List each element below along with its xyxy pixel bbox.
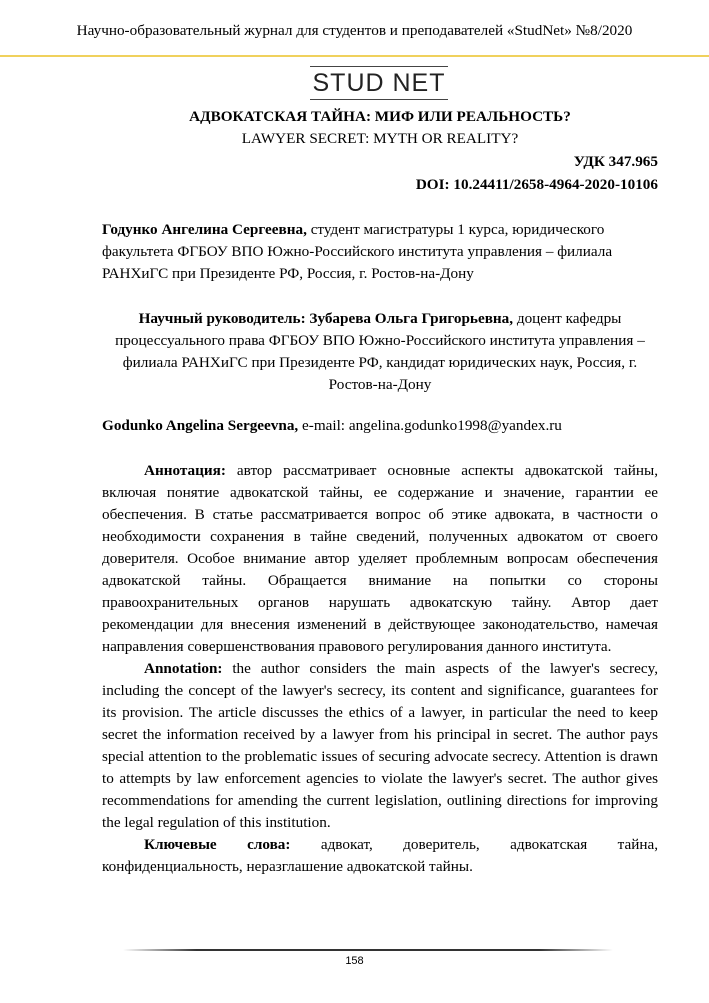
keywords (102, 834, 658, 878)
abstract-en (102, 658, 658, 834)
author-info (102, 219, 658, 285)
udk-code: УДК 347.965 (573, 153, 658, 170)
keywords-label: Ключевые слова: (144, 836, 291, 853)
studnet-logo: STUD NET (310, 66, 448, 100)
keywords-text: адвокат, доверитель, адвокатская тайна, конфиденциальность, неразглашение адвокатской тайны. (102, 836, 658, 875)
author-name-en: Godunko Angelina Sergeevna, (102, 417, 299, 434)
advisor-info (102, 308, 658, 396)
abstract-en-label: Annotation: (144, 660, 223, 677)
footer-rule (123, 949, 613, 951)
abstract-ru-label: Аннотация: (144, 462, 226, 479)
journal-header (0, 0, 709, 62)
page-number: 158 (345, 955, 364, 967)
advisor-name: Научный руководитель: Зубарева Ольга Григорьевна, (138, 310, 514, 327)
journal-title: Научно-образовательный журнал для студентов и преподавателей «StudNet» №8/2020 (76, 22, 633, 39)
abstract-section (102, 460, 658, 878)
article-title-en: LAWYER SECRET: MYTH OR REALITY? (241, 130, 519, 147)
article-title-ru: АДВОКАТСКАЯ ТАЙНА: МИФ ИЛИ РЕАЛЬНОСТЬ? (189, 108, 571, 125)
doi-link[interactable]: DOI: 10.24411/2658-4964-2020-10106 (415, 176, 658, 193)
abstract-ru-text: автор рассматривает основные аспекты адвокатской тайны, включая понятие адвокатской тайны, ее содержание и значение, гарантии ее обеспечения. В статье рассматривается вопрос об этике адвоката, в частности о необходимости сохранения в тайне сведений, полученных адвокатом от своего доверителя. Особое внимание автор уделяет проблемным вопросам обеспечения адвокатской тайны. Обращается внимание на попытки со стороны правоохранительных органов нарушать адвокатскую тайну. Автор дает рекомендации для внесения изменений в действующее законодательство, намечая направления совершенствования правового регулирования данного института. (102, 462, 658, 655)
abstract-ru (102, 460, 658, 658)
author-name: Годунко Ангелина Сергеевна, (102, 221, 307, 238)
author-email[interactable]: e-mail: angelina.godunko1998@yandex.ru (298, 417, 562, 434)
advisor-description: доцент кафедры процессуального права ФГБОУ ВПО Южно-Российского института управления – филиала РАНХиГС при Президенте РФ, кандидат юридических наук, Россия, г. Ростов-на-Дону (115, 310, 645, 393)
abstract-en-text: the author considers the main aspects of the lawyer's secrecy, including the concept of the lawyer's secrecy, its content and significance, guarantees for its provision. The article discusses the ethics of a lawyer, in particular the need to keep secret the information received by a lawyer from his principal in secret. The author pays special attention to the problematic issues of securing advocate secrecy. Attention is drawn to attempts by law enforcement agencies to violate the lawyer's secret. The author gives recommendations for amending the current legislation, outlining directions for improving the legal regulation of this institution. (102, 660, 658, 831)
header-rule (0, 55, 709, 57)
author-email-line (102, 415, 658, 437)
author-description: студент магистратуры 1 курса, юридического факультета ФГБОУ ВПО Южно-Российского института управления – филиала РАНХиГС при Президенте РФ, Россия, г. Ростов-на-Дону (102, 221, 613, 282)
